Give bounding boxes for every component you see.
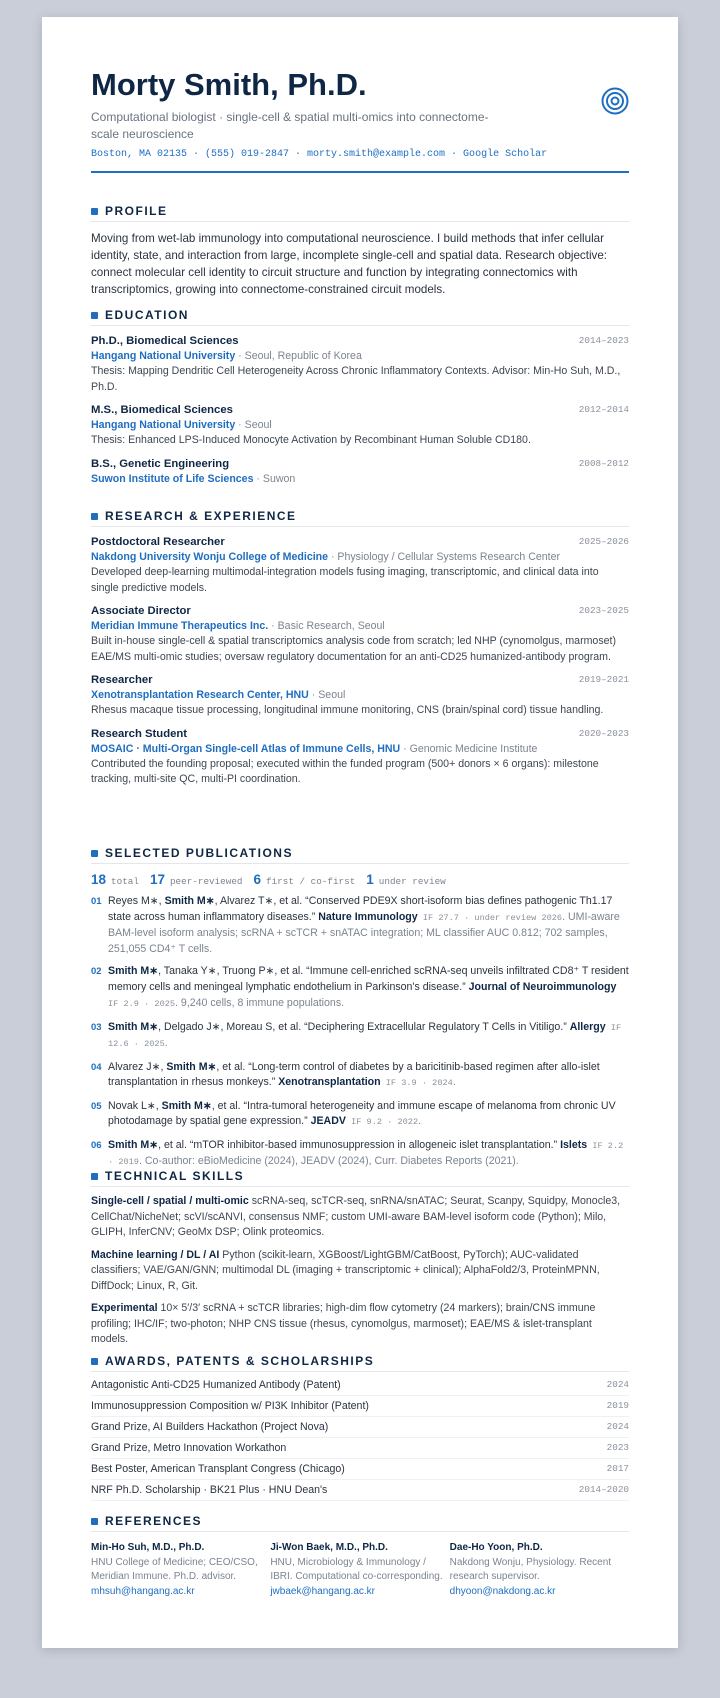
entry-description: Thesis: Mapping Dendritic Cell Heterogeneity Across Chronic Inflammatory Contexts. Advisor: Min-Ho Suh, M.D., Ph.D. bbox=[91, 365, 621, 393]
publication-stats bbox=[91, 872, 629, 887]
square-bullet-icon bbox=[91, 312, 98, 319]
award-year: 2017 bbox=[606, 1463, 629, 1474]
journal-name: Xenotransplantation bbox=[278, 1076, 381, 1088]
entry-title: Researcher bbox=[91, 674, 153, 686]
publication-list bbox=[91, 894, 629, 1171]
institution-location: · Suwon bbox=[253, 472, 296, 485]
author-self: Smith M∗ bbox=[108, 965, 159, 977]
entry-date: 2025–2026 bbox=[578, 536, 629, 547]
award-year: 2024 bbox=[606, 1379, 629, 1390]
institution-location: · Seoul bbox=[235, 419, 272, 431]
author-self: Smith M∗ bbox=[108, 1138, 159, 1151]
publication-note: . UMI-aware BAM-level isoform analysis; scRNA + scTCR + snATAC integration; ML classifier AUC 0.812; 702 samples, 251,055 CD4⁺ T cells. bbox=[108, 910, 620, 955]
section-title: REFERENCES bbox=[105, 1514, 203, 1528]
reference-name: Min-Ho Suh, M.D., Ph.D. bbox=[91, 1542, 205, 1553]
journal-meta: IF 12.6 · 2025 bbox=[108, 1022, 622, 1049]
stat-number: 18 bbox=[91, 872, 107, 887]
publication-number: 03 bbox=[91, 1021, 102, 1033]
publication-note: . bbox=[164, 1037, 168, 1049]
journal-name: Nature Immunology bbox=[318, 910, 418, 923]
publication-item bbox=[91, 1099, 629, 1131]
entry-date: 2019–2021 bbox=[578, 674, 629, 685]
award-item bbox=[91, 1396, 629, 1417]
institution-name: MOSAIC · Multi-Organ Single-cell Atlas of Immune Cells, HNU bbox=[91, 742, 401, 755]
reference-name: Dae-Ho Yoon, Ph.D. bbox=[449, 1542, 543, 1553]
reference-item bbox=[450, 1541, 629, 1599]
education-entry bbox=[91, 403, 629, 449]
institution-location: · Basic Research, Seoul bbox=[268, 620, 385, 632]
institution-name: Xenotransplantation Research Center, HNU bbox=[91, 689, 309, 701]
section-title: RESEARCH & EXPERIENCE bbox=[105, 509, 297, 523]
education-section bbox=[91, 305, 629, 487]
publication-title: , et al. “Intra-tumoral heterogeneity and immune escape of melanoma from chronic UV photodamage by spatial gene expression.” bbox=[108, 1099, 616, 1127]
reference-description: HNU College of Medicine; CEO/CSO, Meridian Immune. Ph.D. advisor. bbox=[91, 1556, 258, 1582]
publication-number: 06 bbox=[91, 1139, 102, 1151]
author-self: Smith M∗ bbox=[161, 1099, 212, 1112]
experience-entry bbox=[91, 727, 629, 788]
award-name: Grand Prize, Metro Innovation Workathon bbox=[91, 1442, 287, 1454]
publication-item bbox=[91, 964, 629, 1013]
section-heading bbox=[91, 506, 629, 527]
square-bullet-icon bbox=[91, 513, 98, 520]
experience-section bbox=[91, 506, 629, 788]
profile-text: Moving from wet-lab immunology into computational neuroscience. I build methods that infer cellular identity, state, and interaction from large, incomplete single-cell and spatial data. Research objective: connect molecular cell identity to circuit structure and function by integrating connectomics with transcriptomics, growing into connectome-constrained circuit models. bbox=[91, 232, 607, 296]
authors-before: Novak L∗, bbox=[108, 1099, 162, 1112]
section-heading bbox=[91, 843, 629, 864]
candidate-name: Morty Smith, Ph.D. bbox=[91, 67, 367, 102]
journal-meta: IF 2.9 · 2025 bbox=[108, 999, 176, 1009]
entry-description: Contributed the founding proposal; executed within the funded program (500+ donors × 6 organs): milestone tracking, multi-site QC, multi-PI coordination. bbox=[91, 757, 599, 785]
entry-description: Developed deep-learning multimodal-integration models fusing imaging, transcriptomic, and clinical data into single predictive models. bbox=[91, 566, 599, 594]
entry-title: M.S., Biomedical Sciences bbox=[91, 404, 233, 416]
award-year: 2019 bbox=[606, 1400, 629, 1411]
skill-details: Python (scikit-learn, XGBoost/LightGBM/CatBoost, PyTorch); AUC-validated classifiers; VAE/GAN/GNN; multimodal DL (imaging + transcriptomic + clinical); AlphaFold2/3, ProteinMPNN, DiffDock; Linux, R, Git. bbox=[91, 1248, 600, 1292]
institution-name: Hangang National University bbox=[91, 419, 236, 431]
reference-name: Ji-Won Baek, M.D., Ph.D. bbox=[270, 1542, 388, 1553]
entry-organization bbox=[91, 550, 629, 565]
reference-item bbox=[91, 1541, 270, 1599]
publication-number: 04 bbox=[91, 1061, 102, 1073]
entry-description: Built in-house single-cell & spatial transcriptomics analysis code from scratch; led NHP (cynomolgus, marmoset) EAE/MS multi-omic studies; oversaw regulatory documentation for an anti-CD25 humanized-antibody program. bbox=[91, 635, 616, 663]
reference-email[interactable]: dhyoon@nakdong.ac.kr bbox=[449, 1585, 556, 1597]
entry-description: Thesis: Enhanced LPS-Induced Monocyte Activation by Recombinant Human Soluble CD180. bbox=[91, 434, 531, 446]
entry-date: 2012–2014 bbox=[578, 404, 629, 415]
institution-location: · Seoul bbox=[308, 689, 346, 701]
publication-stat bbox=[366, 872, 445, 887]
entry-title: Ph.D., Biomedical Sciences bbox=[91, 335, 239, 347]
education-entry bbox=[91, 457, 629, 487]
publication-title: , et al. “mTOR inhibitor-based immunosuppression in allogeneic islet transplantation.” bbox=[158, 1138, 561, 1151]
institution-name: Nakdong University Wonju College of Medicine bbox=[91, 551, 329, 563]
publication-note: . 9,240 cells, 8 immune populations. bbox=[175, 997, 345, 1009]
entry-date: 2023–2025 bbox=[578, 605, 629, 616]
publications-section bbox=[91, 843, 629, 1171]
award-name: Immunosuppression Composition w/ PI3K Inhibitor (Patent) bbox=[91, 1400, 369, 1412]
skill-item bbox=[91, 1194, 629, 1241]
experience-entry bbox=[91, 673, 629, 719]
journal-name: Allergy bbox=[569, 1020, 606, 1033]
entry-date: 2008–2012 bbox=[578, 457, 629, 469]
section-title: SELECTED PUBLICATIONS bbox=[105, 846, 293, 860]
journal-meta: IF 9.2 · 2022 bbox=[345, 1117, 419, 1127]
entry-organization bbox=[91, 472, 629, 487]
experience-entry bbox=[91, 604, 629, 665]
institution-name: Suwon Institute of Life Sciences bbox=[91, 472, 254, 485]
section-heading bbox=[91, 1351, 629, 1372]
square-bullet-icon bbox=[91, 1358, 98, 1365]
publication-item bbox=[91, 1020, 629, 1053]
stat-number: 1 bbox=[366, 872, 374, 887]
award-year: 2023 bbox=[606, 1442, 629, 1453]
section-title: EDUCATION bbox=[105, 308, 189, 322]
publication-item bbox=[91, 894, 629, 957]
reference-list bbox=[91, 1541, 629, 1599]
entry-organization bbox=[91, 349, 629, 364]
journal-name: Islets bbox=[560, 1138, 588, 1151]
publication-number: 01 bbox=[91, 896, 102, 907]
skill-item bbox=[91, 1248, 629, 1295]
skill-category: Experimental bbox=[91, 1302, 158, 1314]
journal-name: Journal of Neuroimmunology bbox=[468, 980, 617, 993]
section-title: TECHNICAL SKILLS bbox=[105, 1169, 245, 1183]
publication-note: . bbox=[452, 1076, 456, 1088]
journal-meta: IF 3.9 · 2024 bbox=[380, 1078, 453, 1088]
award-item bbox=[91, 1417, 629, 1438]
journal-meta: IF 27.7 · under review 2026 bbox=[417, 912, 563, 923]
entry-date: 2014–2023 bbox=[578, 335, 629, 346]
header-divider bbox=[91, 171, 629, 173]
skills-section bbox=[91, 1166, 629, 1348]
award-list bbox=[91, 1375, 629, 1501]
award-name: NRF Ph.D. Scholarship · BK21 Plus · HNU Dean's bbox=[91, 1484, 328, 1496]
publication-stat bbox=[254, 872, 356, 887]
award-name: Antagonistic Anti-CD25 Humanized Antibody (Patent) bbox=[91, 1379, 341, 1391]
award-name: Grand Prize, AI Builders Hackathon (Project Nova) bbox=[91, 1421, 329, 1433]
profile-section bbox=[91, 201, 629, 298]
institution-location: · Physiology / Cellular Systems Research Center bbox=[328, 551, 560, 563]
entry-title: Research Student bbox=[91, 727, 188, 740]
entry-date: 2020–2023 bbox=[578, 727, 629, 739]
author-self: Smith M∗ bbox=[166, 1060, 217, 1073]
experience-entry bbox=[91, 535, 629, 596]
stat-number: 17 bbox=[149, 872, 165, 887]
institution-location: · Genomic Medicine Institute bbox=[400, 742, 538, 755]
publication-title: , Delgado J∗, Moreau S, et al. “Deciphering Extracellular Regulatory T Cells in Vitiligo.” bbox=[158, 1020, 570, 1033]
square-bullet-icon bbox=[91, 850, 98, 857]
tagline: Computational biologist · single-cell & spatial multi-omics into connectome-scale neuroscience bbox=[91, 110, 489, 141]
publication-title: , et al. “Long-term control of diabetes by a baricitinib-based regimen after allo-islet transplantation in rhesus monkeys.” bbox=[108, 1060, 600, 1088]
reference-description: Nakdong Wonju, Physiology. Recent research supervisor. bbox=[449, 1556, 612, 1582]
square-bullet-icon bbox=[91, 1173, 98, 1180]
section-heading bbox=[91, 1166, 629, 1187]
publication-stat bbox=[150, 872, 243, 887]
award-item bbox=[91, 1375, 629, 1396]
education-list bbox=[91, 334, 629, 487]
publication-note: . Co-author: eBioMedicine (2024), JEADV (2024), Curr. Diabetes Reports (2021). bbox=[138, 1155, 519, 1167]
award-item bbox=[91, 1459, 629, 1480]
concentric-circles-icon bbox=[601, 87, 629, 115]
skill-category: Machine learning / DL / AI bbox=[91, 1248, 220, 1261]
skill-details: scRNA-seq, scTCR-seq, snRNA/snATAC; Seurat, Scanpy, Squidpy, Monocle3, CellChat/NicheNet; scVI/scANVI, consensus NMF; custom UMI-aware BAM-level isoform code (Python); Milo, GLIPH, InferCNV; GeoMx DSP; Olink proteomics. bbox=[91, 1195, 621, 1238]
award-year: 2024 bbox=[606, 1421, 629, 1432]
author-self: Smith M∗ bbox=[164, 895, 215, 907]
entry-organization bbox=[91, 688, 629, 703]
education-entry bbox=[91, 334, 629, 395]
skill-list bbox=[91, 1194, 629, 1348]
publication-item bbox=[91, 1060, 629, 1092]
skill-category: Single-cell / spatial / multi-omic bbox=[91, 1195, 249, 1207]
skill-item bbox=[91, 1301, 629, 1348]
publication-number: 05 bbox=[91, 1100, 102, 1112]
publication-title: , Alvarez T∗, et al. “Conserved PDE9X short-isoform bias defines pathogenic Th1.17 state across human inflammatory diseases.” bbox=[108, 895, 613, 923]
award-item bbox=[91, 1480, 629, 1501]
reference-email[interactable]: jwbaek@hangang.ac.kr bbox=[270, 1585, 375, 1597]
entry-organization bbox=[91, 742, 629, 757]
authors-before: Reyes M∗, bbox=[108, 895, 165, 907]
publication-title: , Tanaka Y∗, Truong P∗, et al. “Immune cell-enriched scRNA-seq unveils infiltrated CD8⁺ T resident memory cells and meningeal lymphatic endothelium in Parkinson's disease.” bbox=[108, 965, 629, 993]
square-bullet-icon bbox=[91, 1518, 98, 1525]
entry-title: Postdoctoral Researcher bbox=[91, 536, 225, 548]
contact-line: Boston, MA 02135 · (555) 019-2847 · morty.smith@example.com · Google Scholar bbox=[91, 149, 548, 160]
skill-details: 10× 5′/3′ scRNA + scTCR libraries; high-dim flow cytometry (24 markers); brain/CNS immune profiling; IHC/IF; two-photon; NHP CNS tissue (rhesus, cynomolgus, marmoset); EAE/MS & islet-transplant models. bbox=[91, 1302, 596, 1345]
publication-note: . bbox=[418, 1115, 422, 1127]
institution-name: Hangang National University bbox=[91, 350, 236, 362]
entry-title: Associate Director bbox=[91, 605, 191, 617]
journal-meta: IF 2.2 · 2019 bbox=[108, 1140, 624, 1167]
institution-name: Meridian Immune Therapeutics Inc. bbox=[91, 620, 269, 632]
resume-page bbox=[42, 17, 678, 1648]
experience-list bbox=[91, 535, 629, 788]
award-year: 2014–2020 bbox=[578, 1484, 629, 1495]
author-self: Smith M∗ bbox=[108, 1020, 159, 1033]
stat-label: total bbox=[111, 876, 139, 887]
reference-item bbox=[270, 1541, 449, 1599]
institution-location: · Seoul, Republic of Korea bbox=[235, 350, 362, 362]
section-heading bbox=[91, 305, 629, 326]
section-heading bbox=[91, 201, 629, 222]
entry-organization bbox=[91, 619, 629, 634]
square-bullet-icon bbox=[91, 208, 98, 215]
stat-number: 6 bbox=[253, 872, 262, 887]
reference-email[interactable]: mhsuh@hangang.ac.kr bbox=[91, 1585, 195, 1597]
section-title: PROFILE bbox=[105, 204, 168, 218]
entry-organization bbox=[91, 418, 629, 433]
authors-before: Alvarez J∗, bbox=[108, 1060, 167, 1073]
stat-label: peer-reviewed bbox=[169, 876, 243, 887]
awards-section bbox=[91, 1351, 629, 1501]
references-section bbox=[91, 1511, 629, 1599]
entry-title: B.S., Genetic Engineering bbox=[91, 457, 230, 470]
entry-description: Rhesus macaque tissue processing, longitudinal immune monitoring, CNS (brain/spinal cord) tissue handling. bbox=[91, 704, 604, 716]
section-heading bbox=[91, 1511, 629, 1532]
award-item bbox=[91, 1438, 629, 1459]
reference-description: HNU, Microbiology & Immunology / IBRI. Computational co-corresponding. bbox=[270, 1556, 443, 1582]
publication-number: 02 bbox=[91, 966, 102, 977]
journal-name: JEADV bbox=[310, 1115, 346, 1127]
stat-label: under review bbox=[378, 876, 446, 887]
section-title: AWARDS, PATENTS & SCHOLARSHIPS bbox=[105, 1354, 375, 1368]
award-name: Best Poster, American Transplant Congress (Chicago) bbox=[91, 1463, 345, 1475]
stat-label: first / co-first bbox=[266, 876, 356, 887]
publication-stat bbox=[91, 872, 139, 887]
